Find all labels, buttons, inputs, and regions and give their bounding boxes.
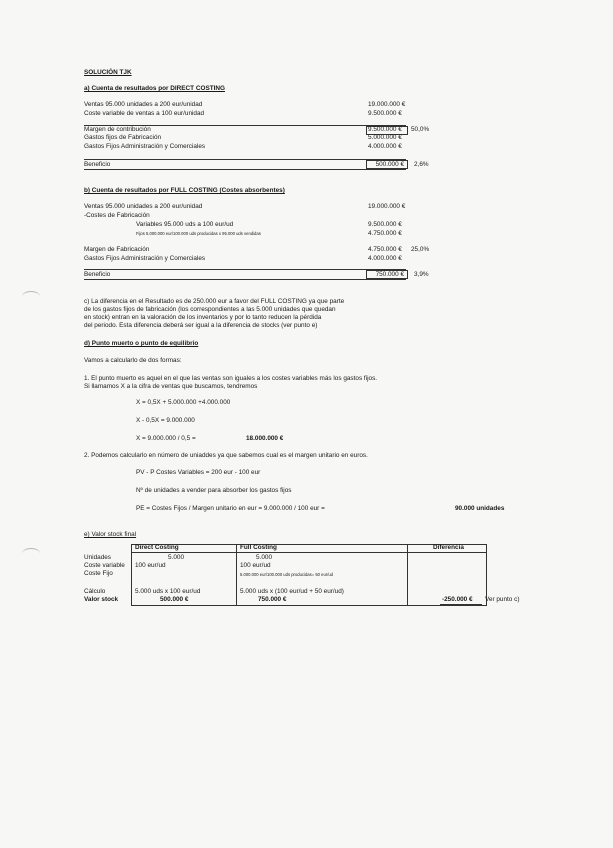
section-d-heading: d) Punto muerto o punto de equilibrio: [84, 340, 199, 347]
diff-note: Ver punto c): [485, 596, 520, 603]
b-row-label: Fijos 5.000.000 eur/100.000 uds producidas x 95.000 uds vendidas: [136, 231, 261, 236]
section-d-intro: Vamos a calcularlo de dos formas:: [84, 357, 182, 364]
divider: [84, 269, 406, 270]
full-calculo: 5.000 uds x (100 eur/ud + 50 eur/ud): [240, 588, 344, 595]
table-column-divider: [236, 544, 237, 605]
margin-line: Nº de unidades a vender para absorber los gastos fijos: [136, 487, 292, 494]
direct-valor-stock: 500.000 €: [160, 596, 189, 603]
section-c-line: del periodo. Esta diferencia deberá ser igual a la diferencia de stocks (ver punto e): [84, 322, 318, 329]
a-row-label: Ventas 95.000 unidades a 200 eur/unidad: [84, 101, 203, 108]
b-row-value: 19.000.000 €: [368, 203, 406, 210]
equation-line: X = 9.000.000 / 0,5 =: [136, 435, 196, 442]
a-row-label: Coste variable de ventas a 100 eur/unidad: [84, 110, 205, 117]
punch-hole-mark: [22, 548, 40, 559]
b-row-label: Gastos Fijos Administración y Comerciales: [84, 255, 206, 262]
equation-line: X = 0,5X + 5.000.000 +4.000.000: [136, 399, 231, 406]
a-row-label: Beneficio: [84, 161, 111, 168]
section-d-paragraph: Si llamamos X a la cifra de ventas que buscamos, tendremos: [84, 383, 258, 390]
b-row-value: 4.750.000 €: [368, 230, 402, 237]
b-row-label: Variables 95.000 uds a 100 eur/ud: [136, 221, 234, 228]
section-c-line: en stock) entran en la valoración de los inventarios y por lo tanto reducen la pérdida: [84, 314, 322, 321]
full-coste-fijo: 5.000.000 eur/100.000 uds producidas= 50 eur/ud: [240, 572, 334, 577]
b-row-value: 750.000 €: [375, 271, 404, 278]
a-row-pct: 50,0%: [411, 126, 430, 133]
a-row-label: Gastos Fijos Administración y Comerciales: [84, 143, 206, 150]
section-a-heading: a) Cuenta de resultados por DIRECT COSTING: [84, 85, 225, 92]
b-row-value: 4.750.000 €: [368, 246, 402, 253]
a-row-pct: 2,6%: [414, 161, 429, 168]
a-row-value: 9.500.000 €: [368, 110, 402, 117]
b-row-pct: 3,9%: [414, 271, 429, 278]
b-row-pct: 25,0%: [411, 246, 430, 253]
punch-hole-mark: [22, 291, 40, 302]
row-label: Coste variable: [84, 562, 125, 569]
section-c-line: c) La diferencia en el Resultado es de 250.000 eur a favor del FULL COSTING ya que parte: [84, 298, 345, 305]
b-row-label: Ventas 95.000 unidades a 200 eur/unidad: [84, 203, 203, 210]
a-row-value: 5.000.000 €: [368, 134, 402, 141]
row-label: Coste Fijo: [84, 570, 113, 577]
a-row-value: 9.500.000 €: [368, 126, 402, 133]
diff-underline: [440, 604, 482, 605]
full-valor-stock: 750.000 €: [258, 596, 287, 603]
equation-result: 18.000.000 €: [246, 435, 284, 442]
b-row-value: 9.500.000 €: [368, 221, 402, 228]
row-label: Unidades: [84, 554, 112, 561]
margin-line: PV - P Costes Variables = 200 eur - 100 eur: [136, 469, 261, 476]
row-label: Valor stock: [84, 596, 119, 603]
a-row-label: Margen de contribución: [84, 126, 151, 133]
b-row-label: Beneficio: [84, 271, 111, 278]
col-header-direct: Direct Costing: [135, 544, 179, 551]
section-d-paragraph: 1. El punto muerto es aquel en el que las ventas son iguales a los costes variables más los gastos fijos.: [84, 375, 378, 382]
section-e-heading: e) Valor stock final: [84, 531, 137, 538]
a-row-value: 500.000 €: [375, 161, 404, 168]
b-row-value: 4.000.000 €: [368, 255, 402, 262]
a-row-value: 19.000.000 €: [368, 101, 406, 108]
margin-line: PE = Costes Fijos / Margen unitario en eur = 9.000.000 / 100 eur =: [136, 505, 325, 512]
table-header-rule: [131, 552, 486, 553]
breakeven-result: 90.000 unidades: [455, 505, 505, 512]
col-header-full: Full Costing: [240, 544, 277, 551]
b-row-label: Margen de Fabricación: [84, 246, 150, 253]
section-b-heading: b) Cuenta de resultados por FULL COSTING (Costes absorbentes): [84, 187, 285, 194]
doc-title: SOLUCIÓN TJK: [84, 69, 132, 76]
table-column-divider: [407, 544, 408, 605]
a-row-label: Gastos fijos de Fabricación: [84, 134, 162, 141]
b-row-label: -Costes de Fabricación: [84, 212, 150, 219]
section-d-paragraph: 2. Podemos calcularlo en número de uniaddes ya que sabemos cual es el margen unitario en euros.: [84, 452, 368, 459]
a-row-value: 4.000.000 €: [368, 143, 402, 150]
divider: [84, 159, 406, 160]
full-coste-variable: 100 eur/ud: [240, 562, 271, 569]
divider: [84, 169, 406, 170]
direct-calculo: 5.000 uds x 100 eur/ud: [135, 588, 201, 595]
diff-valor-stock: -250.000 €: [442, 596, 473, 603]
row-label: Cálculo: [84, 588, 106, 595]
divider: [84, 279, 406, 280]
full-unidades: 5.000: [256, 554, 272, 561]
col-header-diff: Diferencia: [433, 544, 464, 551]
section-c-line: de los gastos fijos de fabricación (los correspondientes a las 5.000 unidades que quedan: [84, 306, 336, 313]
direct-unidades: 5.000: [168, 554, 184, 561]
equation-line: X - 0,5X = 9.000.000: [136, 417, 195, 424]
direct-coste-variable: 100 eur/ud: [135, 562, 166, 569]
